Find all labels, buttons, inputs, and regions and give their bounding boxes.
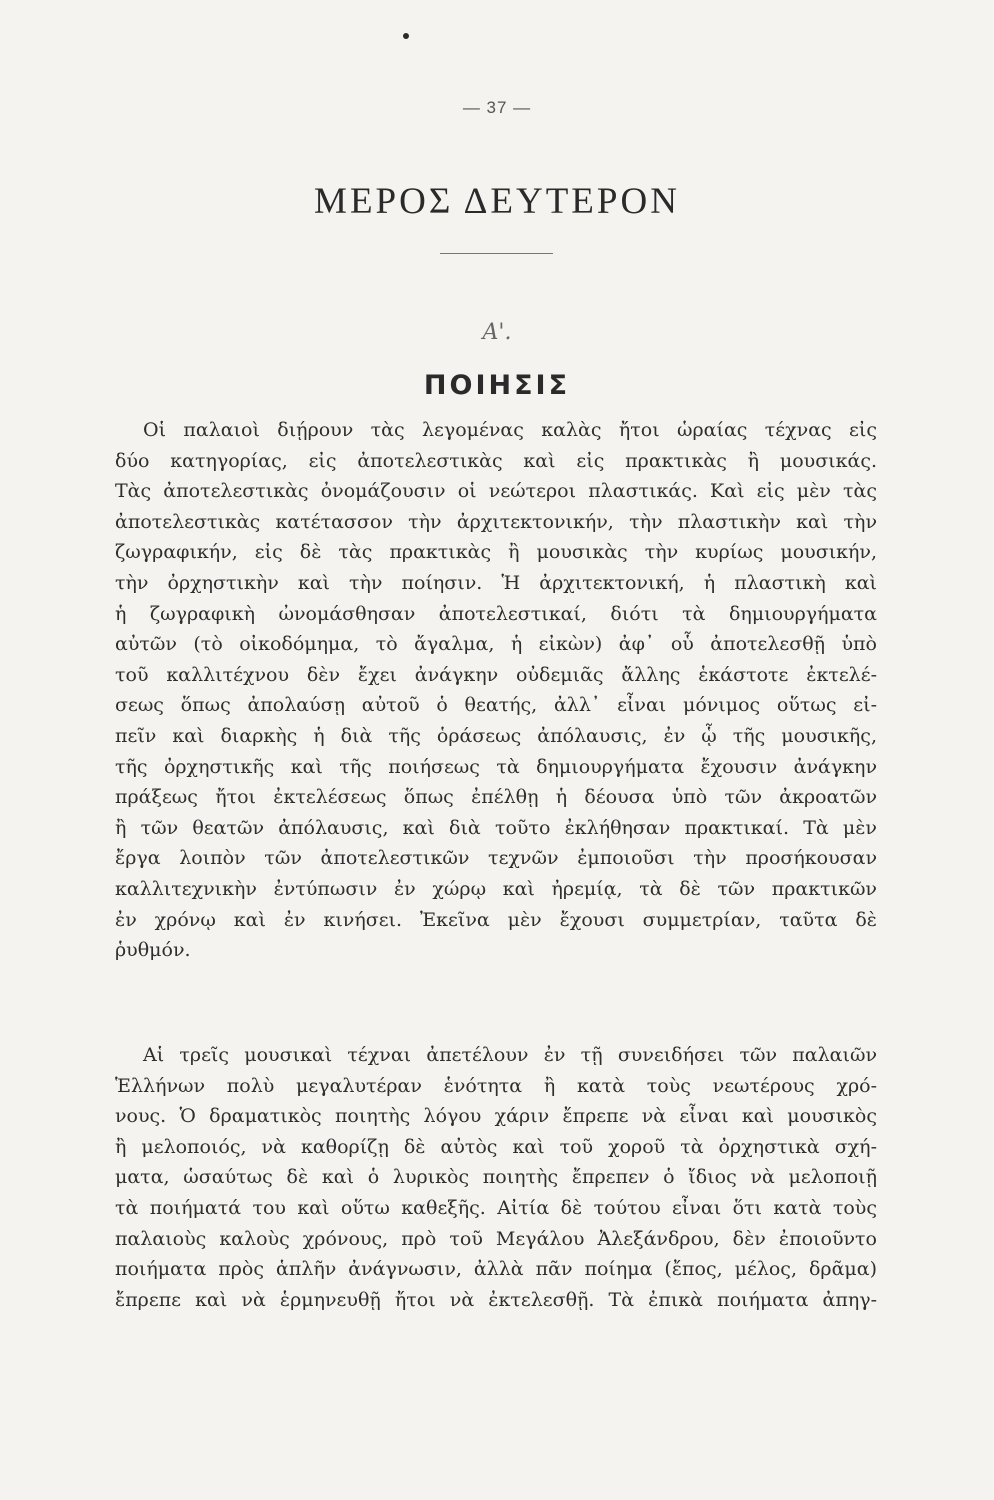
text-line: Ἑλλήνων πολὺ μεγαλυτέραν ἑνότητα ἢ κατὰ τοὺς νεωτέρους χρό- <box>115 1074 877 1097</box>
part-title: ΜΕΡΟΣ ΔΕΥΤΕΡΟΝ <box>314 181 680 222</box>
paragraph-1 <box>115 415 877 966</box>
text-line: σεως ὅπως ἀπολαύσῃ αὐτοῦ ὁ θεατής, ἀλλ᾽ εἶναι μόνιμος οὕτως εἰ- <box>115 694 877 717</box>
text-line: Τὰς ἀποτελεστικὰς ὀνομάζουσιν οἱ νεώτεροι πλαστικάς. Καὶ εἰς μὲν τὰς <box>115 480 877 503</box>
section-letter: A'. <box>482 320 512 345</box>
text-line: πεῖν καὶ διαρκὴς ἡ διὰ τῆς ὁράσεως ἀπόλαυσις, ἐν ᾧ τῆς μουσικῆς, <box>115 724 877 747</box>
text-line: ποιήματα πρὸς ἁπλῆν ἀνάγνωσιν, ἀλλὰ πᾶν ποίημα (ἔπος, μέλος, δρᾶμα) <box>115 1258 877 1281</box>
text-line: ματα, ὡσαύτως δὲ καὶ ὁ λυρικὸς ποιητὴς ἔπρεπεν ὁ ἴδιος νὰ μελοποιῇ <box>115 1166 877 1189</box>
text-line: καλλιτεχνικὴν ἐντύπωσιν ἐν χώρῳ καὶ ἠρεμίᾳ, τὰ δὲ τῶν πρακτικῶν <box>115 877 877 900</box>
text-line: τὴν ὀρχηστικὴν καὶ τὴν ποίησιν. Ἡ ἀρχιτεκτονική, ἡ πλαστικὴ καὶ <box>115 571 877 594</box>
text-line: παλαιοὺς καλοὺς χρόνους, πρὸ τοῦ Μεγάλου Ἀλεξάνδρου, δὲν ἐποιοῦντο <box>115 1227 877 1250</box>
text-line: τὰ ποιήματά του καὶ οὕτω καθεξῆς. Αἰτία δὲ τούτου εἶναι ὅτι κατὰ τοὺς <box>115 1196 877 1219</box>
text-line: ἢ μελοποιός, νὰ καθορίζῃ δὲ αὐτὸς καὶ τοῦ χοροῦ τὰ ὀρχηστικὰ σχή- <box>115 1135 877 1158</box>
text-line: Αἱ τρεῖς μουσικαὶ τέχναι ἀπετέλουν ἐν τῇ συνειδήσει τῶν παλαιῶν <box>143 1044 877 1066</box>
text-line: πράξεως ἤτοι ἐκτελέσεως ὅπως ἐπέλθῃ ἡ δέουσα ὑπὸ τῶν ἀκροατῶν <box>115 786 877 809</box>
ink-dot <box>403 33 409 39</box>
text-line: ἔπρεπε καὶ νὰ ἑρμηνευθῇ ἤτοι νὰ ἐκτελεσθῇ. Τὰ ἐπικὰ ποιήματα ἀπηγ- <box>115 1288 877 1311</box>
title-divider <box>440 253 553 254</box>
text-line: ἢ τῶν θεατῶν ἀπόλαυσις, καὶ διὰ τοῦτο ἐκλήθησαν πρακτικαί. Τὰ μὲν <box>115 816 877 839</box>
text-line: νους. Ὁ δραματικὸς ποιητὴς λόγου χάριν ἔπρεπε νὰ εἶναι καὶ μουσικὸς <box>115 1105 877 1128</box>
page-number: — 37 — <box>462 98 532 117</box>
text-line: αὐτῶν (τὸ οἰκοδόμημα, τὸ ἄγαλμα, ἡ εἰκὼν) ἀφ᾽ οὗ ἀποτελεσθῇ ὑπὸ <box>115 633 877 656</box>
text-line: Οἱ παλαιοὶ διῄρουν τὰς λεγομένας καλὰς ἤτοι ὡραίας τέχνας εἰς <box>143 419 877 441</box>
text-line: ἀποτελεστικὰς κατέτασσον τὴν ἀρχιτεκτονικήν, τὴν πλαστικὴν καὶ τὴν <box>115 510 877 533</box>
text-line: δύο κατηγορίας, εἰς ἀποτελεστικὰς καὶ εἰς πρακτικὰς ἢ μουσικάς. <box>115 449 877 472</box>
paragraph-2 <box>115 1040 877 1315</box>
text-line: τῆς ὀρχηστικῆς καὶ τῆς ποιήσεως τὰ δημιουργήματα ἔχουσιν ἀνάγκην <box>115 755 877 778</box>
text-line: ἡ ζωγραφικὴ ὠνομάσθησαν ἀποτελεστικαί, διότι τὰ δημιουργήματα <box>115 602 877 625</box>
text-line: ζωγραφικήν, εἰς δὲ τὰς πρακτικὰς ἢ μουσικὰς τὴν κυρίως μουσικήν, <box>115 541 877 564</box>
text-line: ἔργα λοιπὸν τῶν ἀποτελεστικῶν τεχνῶν ἐμποιοῦσι τὴν προσήκουσαν <box>115 847 877 870</box>
section-title: ΠΟΙΗΣΙΣ <box>423 370 571 401</box>
text-line: τοῦ καλλιτέχνου δὲν ἔχει ἀνάγκην οὐδεμιᾶς ἄλλης ἑκάστοτε ἐκτελέ- <box>115 663 877 686</box>
text-line: ῥυθμόν. <box>115 939 191 962</box>
text-line: ἐν χρόνῳ καὶ ἐν κινήσει. Ἐκεῖνα μὲν ἔχουσι συμμετρίαν, ταῦτα δὲ <box>115 908 877 931</box>
